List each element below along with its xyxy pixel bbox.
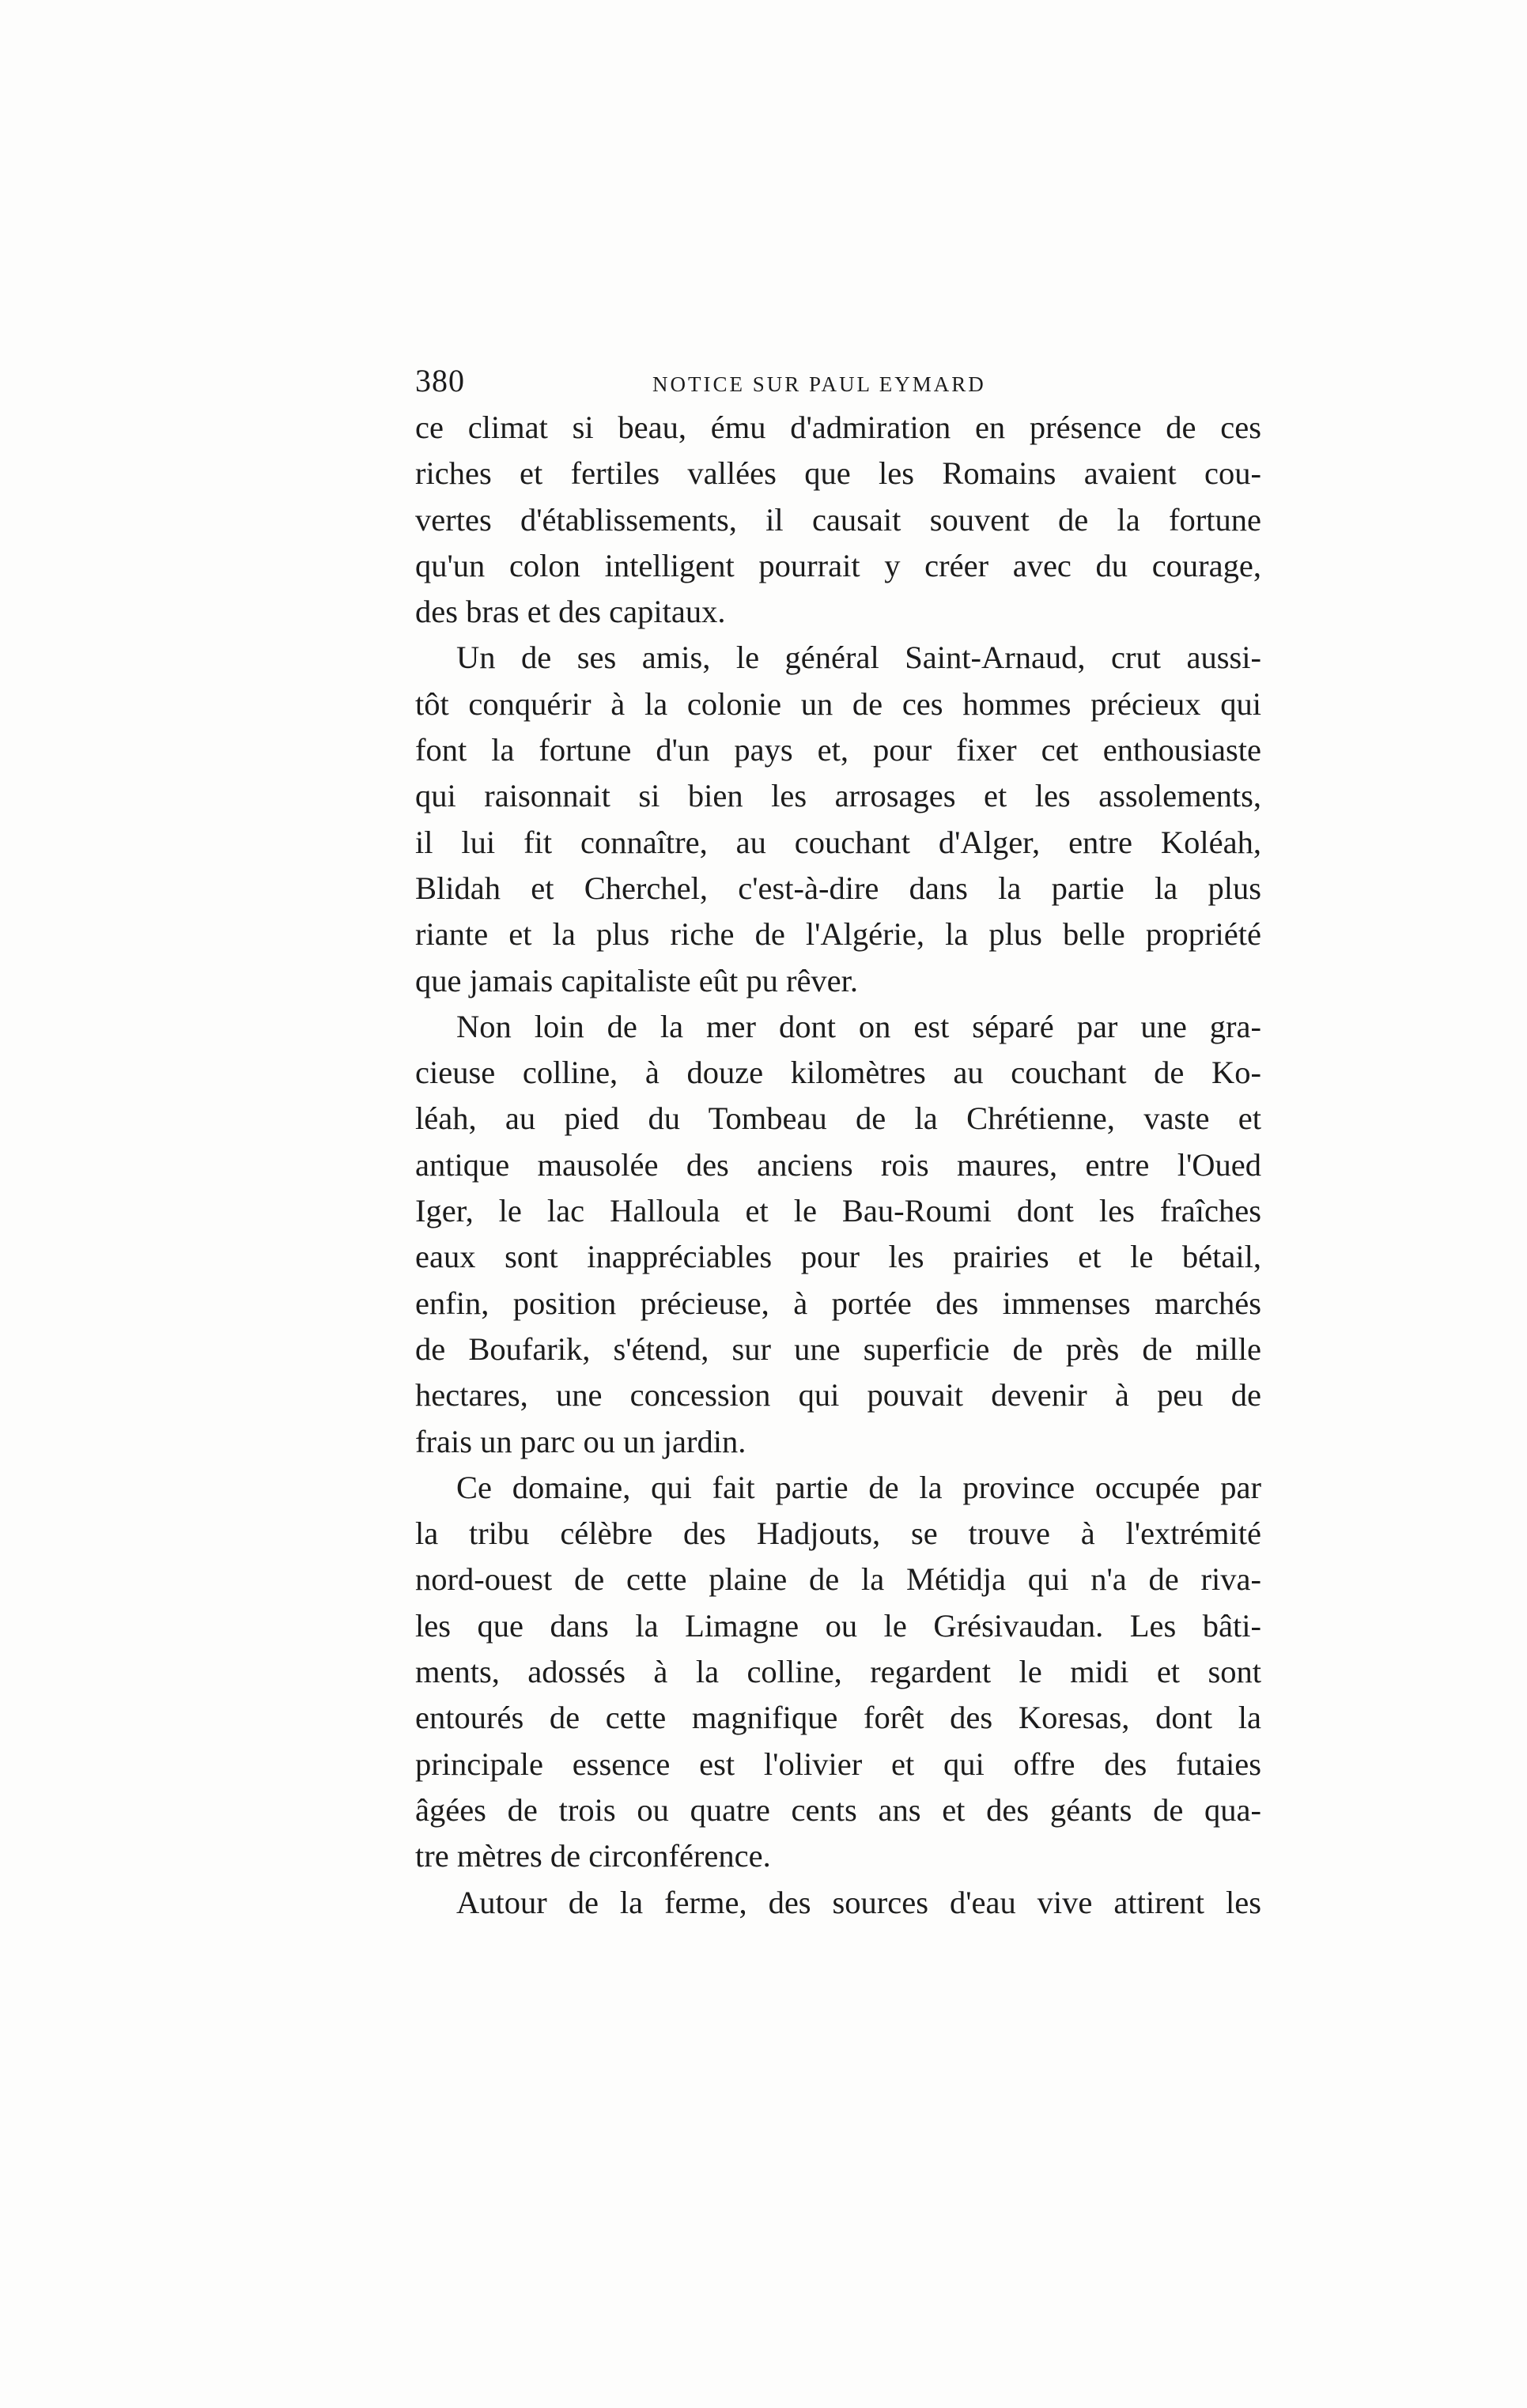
text-line: tre mètres de circonférence. (415, 1838, 771, 1874)
text-line: Ce domaine, qui fait partie de la province occupée par (456, 1469, 1261, 1505)
body-text (415, 405, 1261, 1926)
text-line: Un de ses amis, le général Saint-Arnaud, crut aussi- (456, 640, 1261, 676)
text-line: nord-ouest de cette plaine de la Métidja qui n'a de riva- (415, 1561, 1261, 1598)
text-line: tôt conquérir à la colonie un de ces hommes précieux qui (415, 685, 1261, 722)
text-line: font la fortune d'un pays et, pour fixer cet enthousiaste (415, 732, 1261, 768)
text-line: les que dans la Limagne ou le Grésivaudan. Les bâti- (415, 1607, 1261, 1644)
text-line: riches et fertiles vallées que les Romains avaient cou- (415, 455, 1261, 492)
text-line: des bras et des capitaux. (415, 594, 726, 630)
text-line: Iger, le lac Halloula et le Bau-Roumi dont les fraîches (415, 1193, 1261, 1229)
text-line: enfin, position précieuse, à portée des immenses marchés (415, 1285, 1261, 1321)
text-line: Autour de la ferme, des sources d'eau vive attirent les (456, 1884, 1261, 1920)
page-header (415, 357, 1261, 405)
text-line: la tribu célèbre des Hadjouts, se trouve à l'extrémité (415, 1515, 1261, 1552)
text-line: principale essence est l'olivier et qui offre des futaies (415, 1746, 1261, 1782)
text-line: Non loin de la mer dont on est séparé par une gra- (456, 1008, 1261, 1044)
text-line: antique mausolée des anciens rois maures, entre l'Oued (415, 1146, 1261, 1183)
text-line: ments, adossés à la colline, regardent le midi et sont (415, 1654, 1261, 1690)
page-number: 380 (415, 363, 465, 398)
text-line: cieuse colline, à douze kilomètres au couchant de Ko- (415, 1055, 1261, 1091)
text-line: entourés de cette magnifique forêt des Koresas, dont la (415, 1700, 1261, 1736)
text-line: âgées de trois ou quatre cents ans et des géants de qua- (415, 1791, 1261, 1828)
text-line: hectares, une concession qui pouvait devenir à peu de (415, 1377, 1261, 1413)
text-line: léah, au pied du Tombeau de la Chrétienne, vaste et (415, 1100, 1261, 1137)
text-line: de Boufarik, s'étend, sur une superficie de près de mille (415, 1330, 1261, 1367)
text-line: que jamais capitaliste eût pu rêver. (415, 962, 859, 998)
text-line: il lui fit connaître, au couchant d'Alger, entre Koléah, (415, 824, 1261, 860)
text-line: frais un parc ou un jardin. (415, 1423, 746, 1459)
text-line: ce climat si beau, ému d'admiration en présence de ces (415, 410, 1261, 445)
text-line: vertes d'établissements, il causait souvent de la fortune (415, 501, 1261, 538)
text-line: eaux sont inappréciables pour les prairies et le bétail, (415, 1239, 1261, 1275)
text-line: qu'un colon intelligent pourrait y créer avec du courage, (415, 547, 1261, 583)
text-line: riante et la plus riche de l'Algérie, la plus belle propriété (415, 916, 1261, 953)
text-line: Blidah et Cherchel, c'est-à-dire dans la partie la plus (415, 870, 1261, 906)
running-head: NOTICE SUR PAUL EYMARD (652, 372, 986, 396)
text-line: qui raisonnait si bien les arrosages et les assolements, (415, 778, 1261, 814)
